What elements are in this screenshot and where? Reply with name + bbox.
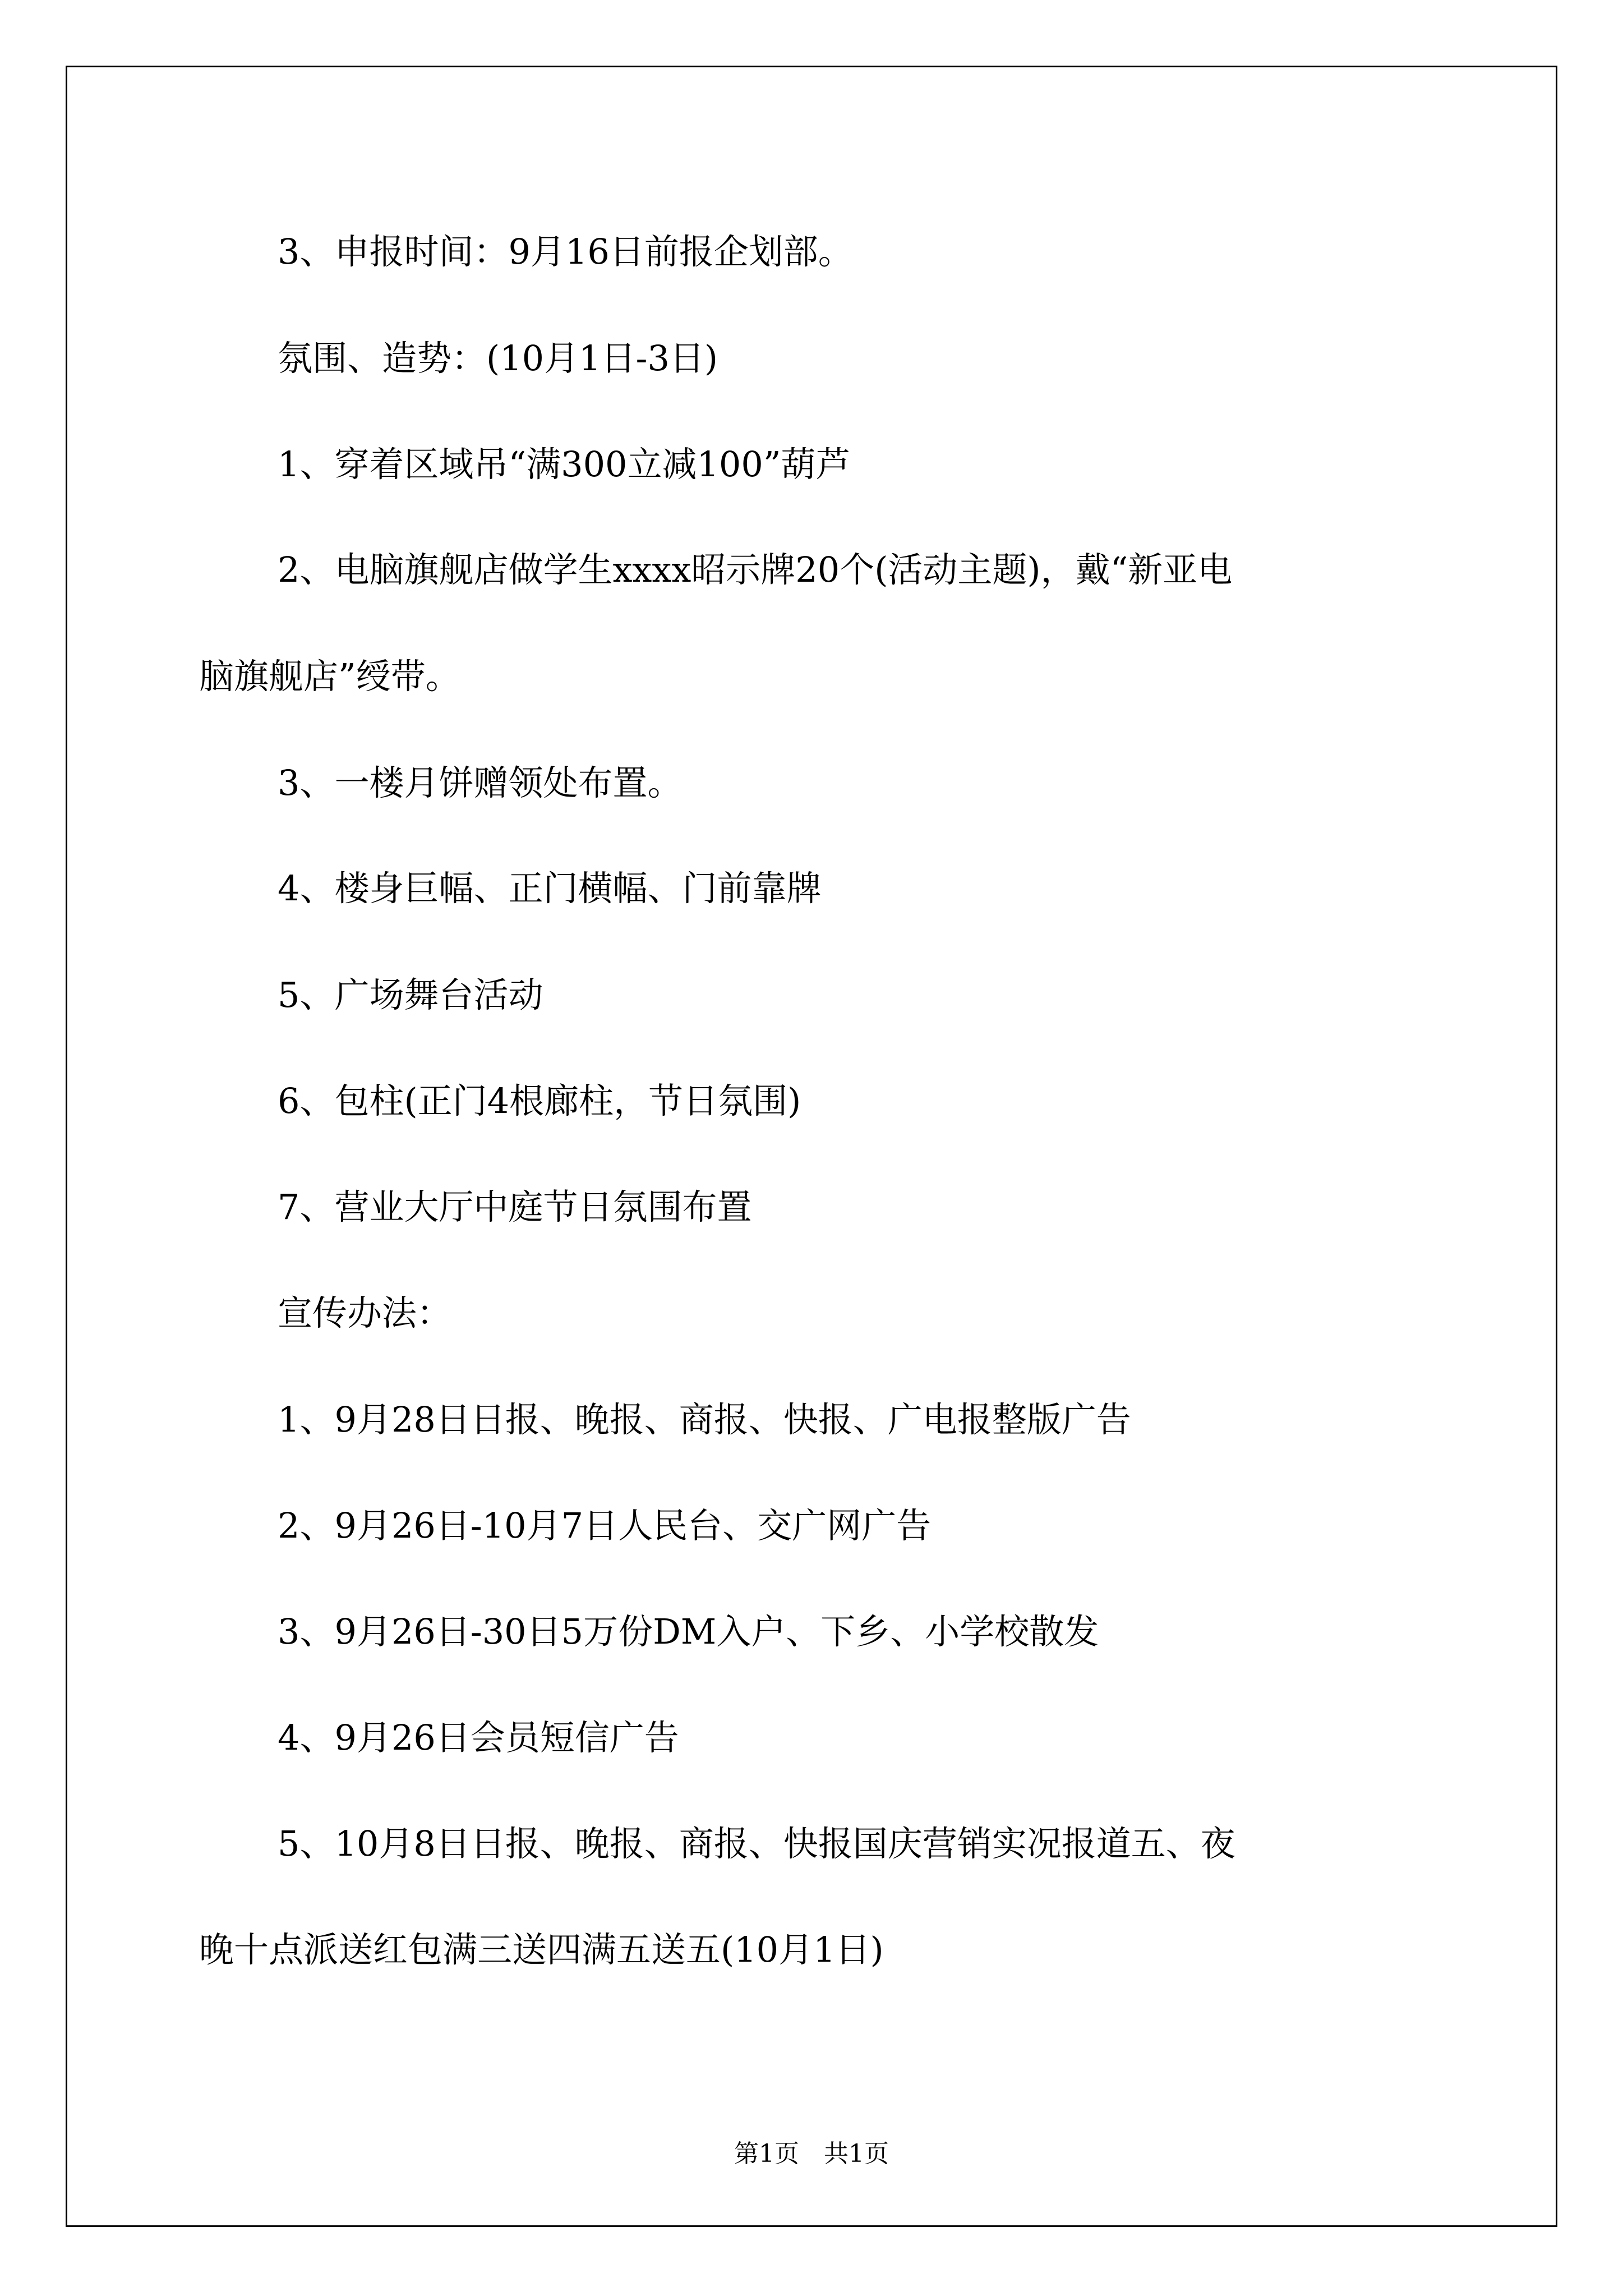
paragraph-promotion-5: 5、10月8日日报、晚报、商报、快报国庆营销实况报道五、夜 xyxy=(278,1823,1235,1864)
paragraph-atmosphere-5: 5、广场舞台活动 xyxy=(278,974,543,1015)
page-border xyxy=(66,66,1557,2227)
paragraph-promotion-heading: 宣传办法： xyxy=(278,1292,452,1333)
paragraph-promotion-5-continued: 晚十点派送红包满三送四满五送五(10月1日) xyxy=(199,1929,884,1970)
paragraph-atmosphere-4: 4、楼身巨幅、正门横幅、门前靠牌 xyxy=(278,868,822,909)
paragraph-deadline: 3、申报时间：9月16日前报企划部。 xyxy=(278,231,853,272)
paragraph-promotion-2: 2、9月26日-10月7日人民台、交广网广告 xyxy=(278,1505,932,1546)
paragraph-atmosphere-1: 1、穿着区域吊“满300立减100”葫芦 xyxy=(278,444,851,485)
paragraph-promotion-4: 4、9月26日会员短信广告 xyxy=(278,1717,679,1758)
paragraph-atmosphere-2: 2、电脑旗舰店做学生xxxx昭示牌20个(活动主题)，戴“新亚电 xyxy=(278,549,1233,590)
paragraph-atmosphere-6: 6、包柱(正门4根廊柱，节日氛围) xyxy=(278,1080,801,1121)
paragraph-atmosphere-heading: 氛围、造势：(10月1日-3日) xyxy=(278,338,718,379)
paragraph-promotion-3: 3、9月26日-30日5万份DM入户、下乡、小学校散发 xyxy=(278,1611,1099,1652)
paragraph-atmosphere-7: 7、营业大厅中庭节日氛围布置 xyxy=(278,1186,752,1227)
paragraph-atmosphere-3: 3、一楼月饼赠领处布置。 xyxy=(278,762,683,803)
page-footer: 第1页 共1页 xyxy=(734,2139,889,2168)
paragraph-promotion-1: 1、9月28日日报、晚报、商报、快报、广电报整版广告 xyxy=(278,1399,1131,1440)
paragraph-atmosphere-2-continued: 脑旗舰店”绶带。 xyxy=(199,656,460,697)
